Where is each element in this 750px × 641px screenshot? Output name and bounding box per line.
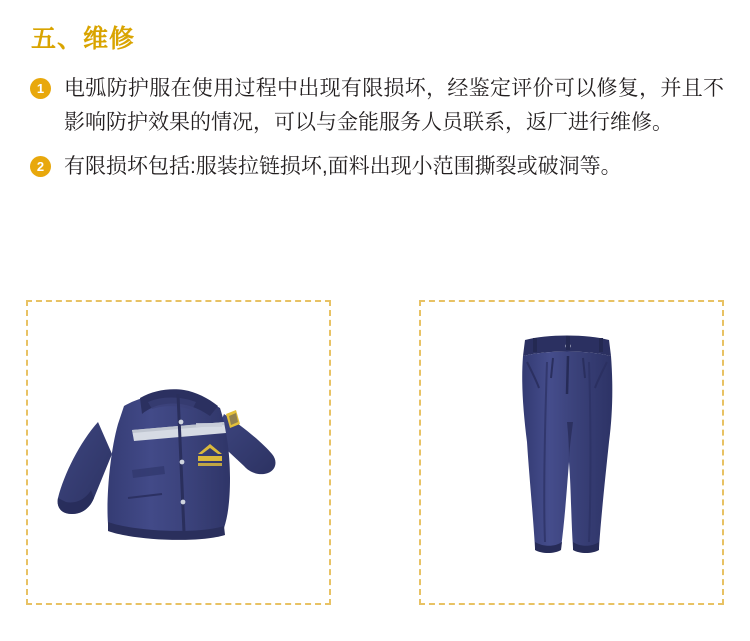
belt-loop: [599, 338, 603, 352]
pants-photo: [421, 302, 722, 603]
list-item-text: 有限损坏包括:服装拉链损坏,面料出现小范围撕裂或破洞等。: [64, 155, 622, 179]
list-marker-2: 2: [30, 156, 51, 177]
page-title: 五、维修: [31, 25, 136, 53]
belt-loop: [533, 338, 537, 352]
jacket-photo: [28, 302, 329, 603]
list-marker-1: 1: [30, 78, 51, 99]
numbered-list: [26, 72, 724, 184]
list-item-text: 电弧防护服在使用过程中出现有限损坏，经鉴定评价可以修复，并且不影响防护效果的情况，可以与金能服务人员联系，返厂进行维修。: [64, 77, 724, 135]
list-item: [26, 150, 724, 184]
jacket-button: [179, 420, 184, 425]
pants-fly: [567, 356, 568, 394]
pants-frame: [419, 300, 724, 605]
list-item: [26, 72, 724, 140]
jacket-button: [180, 460, 185, 465]
brand-text: [196, 423, 222, 427]
jacket-frame: [26, 300, 331, 605]
belt-loop: [566, 336, 570, 350]
figure-row: [26, 300, 724, 605]
jacket-button: [181, 500, 186, 505]
